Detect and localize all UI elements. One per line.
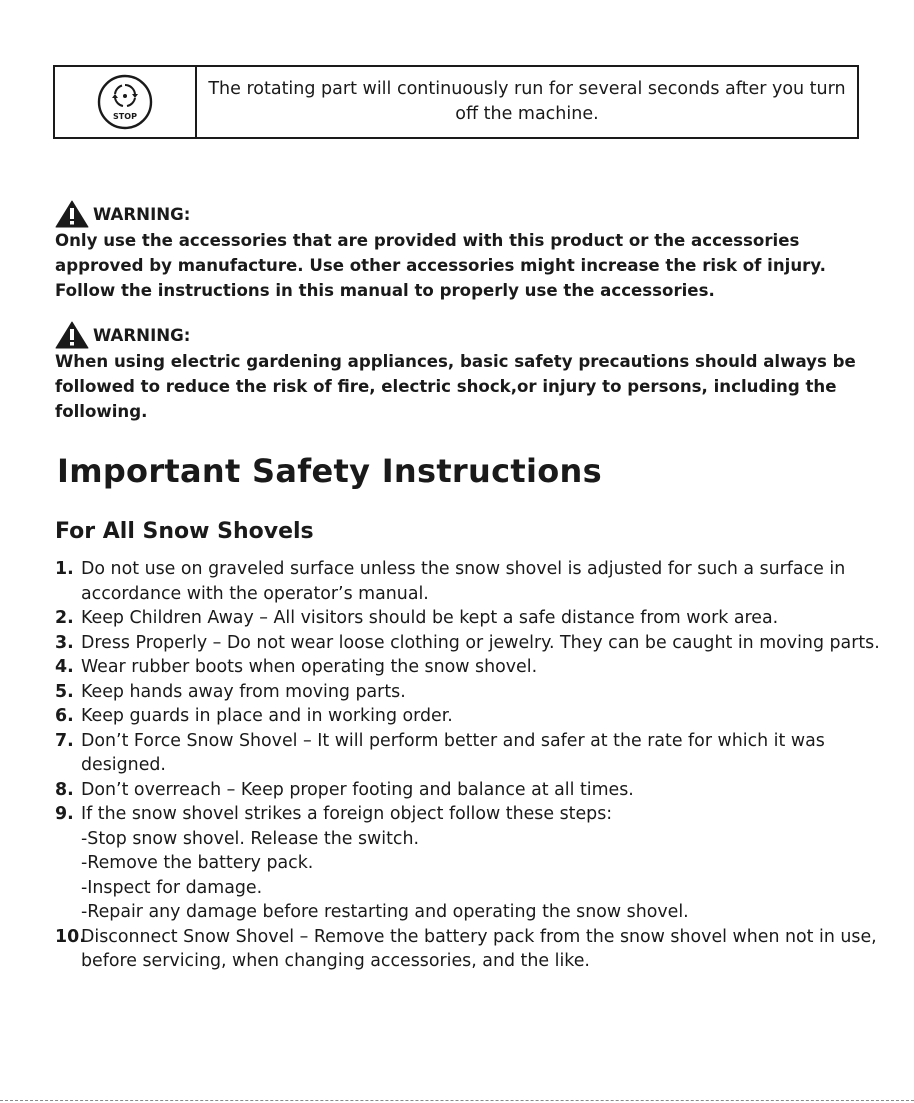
- item-number: 10.: [55, 926, 86, 947]
- item-text: Wear rubber boots when operating the snow shovel.: [81, 657, 538, 677]
- warning-label: WARNING:: [93, 204, 191, 224]
- item-text: Dress Properly – Do not wear loose clothing or jewelry. They can be caught in moving parts.: [81, 632, 880, 653]
- page-title: Important Safety Instructions: [57, 452, 602, 490]
- item-text: Keep Children Away – All visitors should be kept a safe distance from work area.: [81, 608, 779, 628]
- section-subtitle: For All Snow Shovels: [55, 519, 314, 544]
- item-text: Keep guards in place and in working order.: [81, 706, 453, 726]
- list-item: [55, 778, 885, 803]
- list-item: [55, 704, 885, 729]
- item-number: 8.: [55, 779, 74, 800]
- sub-step: -Remove the battery pack.: [81, 853, 314, 873]
- item-text: If the snow shovel strikes a foreign object follow these steps:: [81, 804, 613, 824]
- list-item: [55, 729, 885, 778]
- item-number: 1.: [55, 559, 74, 579]
- list-item: [55, 606, 885, 631]
- item-text: Disconnect Snow Shovel – Remove the battery pack from the snow shovel when not in use, before servicing, when changing accessories, and the like.: [81, 926, 877, 971]
- stop-notice-text: The rotating part will continuously run for several seconds after you turn off the machine.: [208, 79, 846, 124]
- sub-step: -Stop snow shovel. Release the switch.: [81, 828, 420, 849]
- stop-icon-label: STOP: [113, 112, 137, 121]
- item-number: 2.: [55, 608, 74, 628]
- stop-notice-icon-cell: [55, 67, 197, 137]
- item-text: Do not use on graveled surface unless the snow shovel is adjusted for such a surface in accordance with the operator’s manual.: [81, 559, 846, 604]
- item-number: 9.: [55, 804, 74, 824]
- stop-notice-box: [53, 65, 859, 139]
- list-item: [55, 925, 885, 974]
- item-number: 4.: [55, 657, 74, 677]
- warning-text: Only use the accessories that are provided with this product or the accessories approved by manufacture. Use other accessories might increase the risk of injury. Follow the instructions in this manual to properly use the accessories.: [55, 231, 826, 300]
- item-text: Don’t Force Snow Shovel – It will perform better and safer at the rate for which it was designed.: [81, 730, 825, 775]
- list-item: [55, 557, 885, 606]
- list-item: [55, 631, 885, 656]
- item-number: 3.: [55, 632, 74, 653]
- sub-step: -Inspect for damage.: [81, 877, 263, 898]
- warning-triangle-icon: [55, 321, 89, 349]
- sub-step: -Repair any damage before restarting and operating the snow shovel.: [81, 902, 689, 922]
- list-item: [55, 802, 885, 925]
- item-text: Keep hands away from moving parts.: [81, 681, 406, 702]
- stop-rotation-icon: [96, 73, 154, 131]
- warning-label: WARNING:: [93, 325, 191, 345]
- page-bottom-divider: [0, 1100, 914, 1101]
- item-number: 7.: [55, 730, 74, 751]
- warning-triangle-icon: [55, 200, 89, 228]
- item-number: 5.: [55, 681, 74, 702]
- item-text: Don’t overreach – Keep proper footing and balance at all times.: [81, 779, 634, 800]
- list-item: [55, 680, 885, 705]
- list-item: [55, 655, 885, 680]
- item-number: 6.: [55, 706, 74, 726]
- warning-electric-safety: [55, 321, 875, 424]
- warning-text: When using electric gardening appliances, basic safety precautions should always be followed to reduce the risk of fire, electric shock,or injury to persons, including the following.: [55, 352, 856, 421]
- safety-rules-list: [55, 557, 885, 974]
- warning-accessories: [55, 200, 885, 303]
